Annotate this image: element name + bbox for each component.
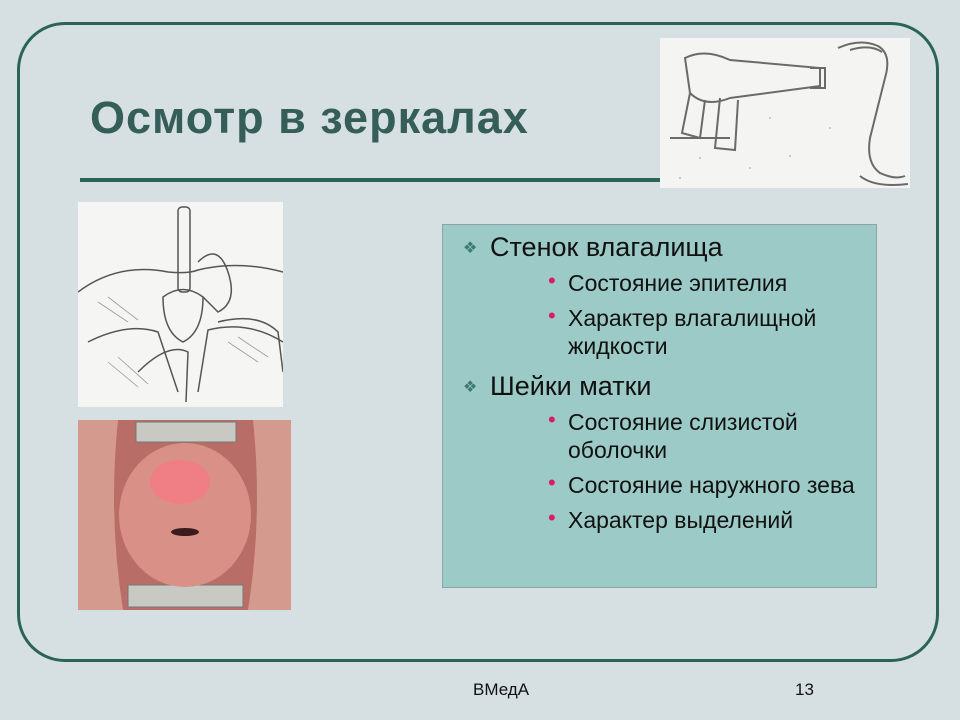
round-dot-icon: • [548,505,556,530]
list-item-text: Характер выделений [568,507,794,533]
speculum-exam-illustration [78,202,283,407]
round-dot-icon: • [548,303,556,328]
list-item [490,506,866,534]
diamond-cluster-icon: ❖ [463,379,478,396]
list-item [490,269,866,297]
list-item-text: Состояние эпителия [568,270,788,296]
cervix-illustration [78,420,291,610]
round-dot-icon: • [548,470,556,495]
section-cervix [453,370,866,534]
section-list [453,231,866,534]
slide-title: Осмотр в зеркалах [90,92,529,143]
list-item-text: Состояние слизистой оболочки [568,409,798,463]
speculum-instruments-illustration [660,38,910,188]
subitem-list [490,408,866,534]
list-item [490,408,866,464]
subitem-list [490,269,866,360]
footer-organization: ВМедА [473,680,530,699]
diamond-cluster-icon: ❖ [463,240,478,257]
round-dot-icon: • [548,268,556,293]
section-vaginal-walls [453,231,866,360]
content-box [442,224,877,588]
list-item [490,471,866,499]
list-item [490,304,866,360]
list-item-text: Характер влагалищной жидкости [568,305,817,359]
section-heading: Шейки матки [490,371,652,401]
section-heading: Стенок влагалища [490,232,723,262]
round-dot-icon: • [548,407,556,432]
list-item-text: Состояние наружного зева [568,472,855,498]
page-number: 13 [795,680,814,699]
